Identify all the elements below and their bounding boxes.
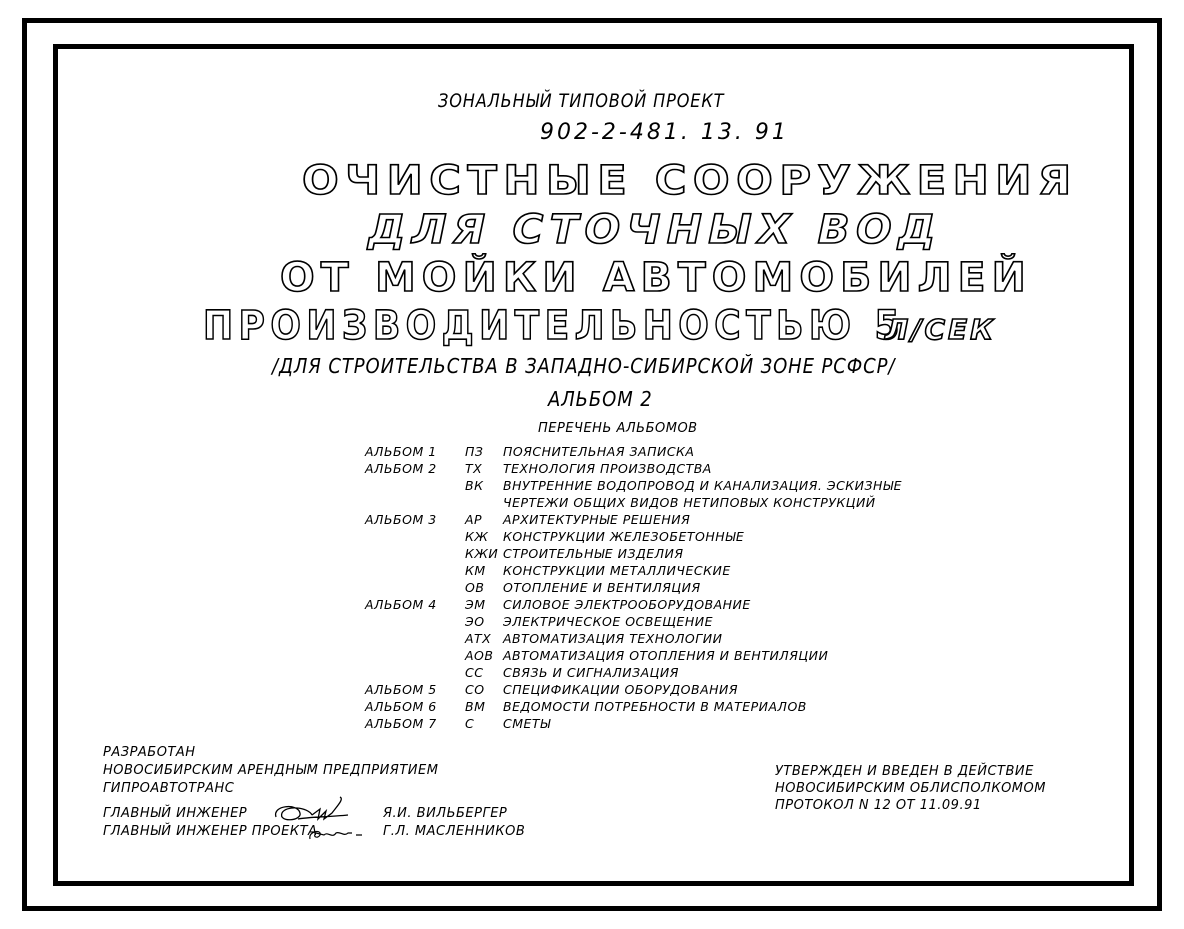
developer-line-3: ГИПРОАВТОТРАНС [103,781,235,796]
section-description: АВТОМАТИЗАЦИЯ ОТОПЛЕНИЯ И ВЕНТИЛЯЦИИ [503,648,829,663]
album-label: АЛЬБОМ 5 [365,682,437,697]
album-label: АЛЬБОМ 6 [365,699,437,714]
section-code: СС [465,665,484,680]
section-code: С [465,716,475,731]
section-code: ЭМ [465,597,486,612]
section-code: АОВ [465,648,494,663]
subtitle: /ДЛЯ СТРОИТЕЛЬСТВА В ЗАПАДНО-СИБИРСКОЙ ЗОНЕ РСФСР/ [272,354,896,378]
section-code: СО [465,682,485,697]
approval-line-2: НОВОСИБИРСКИМ ОБЛИСПОЛКОМОМ [775,781,1046,796]
title-line-1: ОЧИСТНЫЕ СООРУЖЕНИЯ [302,158,1078,204]
section-description: СМЕТЫ [503,716,551,731]
section-description: КОНСТРУКЦИИ ЖЕЛЕЗОБЕТОННЫЕ [503,529,745,544]
section-description: АВТОМАТИЗАЦИЯ ТЕХНОЛОГИИ [503,631,723,646]
title-line-3: ОТ МОЙКИ АВТОМОБИЛЕЙ [280,255,1032,301]
title-unit: Л/СЕК [885,313,997,346]
section-code: ВК [465,478,484,493]
section-code: ВМ [465,699,486,714]
section-description: ВНУТРЕННИЕ ВОДОПРОВОД И КАНАЛИЗАЦИЯ. ЭСКИЗНЫЕ [503,478,903,493]
section-description: ЭЛЕКТРИЧЕСКОЕ ОСВЕЩЕНИЕ [503,614,713,629]
section-description: АРХИТЕКТУРНЫЕ РЕШЕНИЯ [503,512,691,527]
section-code: ПЗ [465,444,484,459]
section-description: ЧЕРТЕЖИ ОБЩИХ ВИДОВ НЕТИПОВЫХ КОНСТРУКЦИЙ [503,495,876,510]
section-description: ОТОПЛЕНИЕ И ВЕНТИЛЯЦИЯ [503,580,701,595]
section-code: ТХ [465,461,483,476]
album-number: АЛЬБОМ 2 [548,387,653,411]
album-label: АЛЬБОМ 4 [365,597,437,612]
section-description: СТРОИТЕЛЬНЫЕ ИЗДЕЛИЯ [503,546,684,561]
chief-engineer-name: Я.И. ВИЛЬБЕРГЕР [383,806,508,821]
album-label: АЛЬБОМ 3 [365,512,437,527]
list-title: ПЕРЕЧЕНЬ АЛЬБОМОВ [538,421,698,436]
developer-line-1: РАЗРАБОТАН [103,745,196,760]
handwritten-signatures [268,795,378,843]
section-description: СПЕЦИФИКАЦИИ ОБОРУДОВАНИЯ [503,682,739,697]
section-description: ВЕДОМОСТИ ПОТРЕБНОСТИ В МАТЕРИАЛОВ [503,699,807,714]
section-code: КЖ [465,529,489,544]
approval-line-1: УТВЕРЖДЕН И ВВЕДЕН В ДЕЙСТВИЕ [775,764,1034,779]
project-engineer-name: Г.Л. МАСЛЕННИКОВ [383,824,526,839]
section-code: КЖИ [465,546,499,561]
section-code: АР [465,512,483,527]
section-description: СВЯЗЬ И СИГНАЛИЗАЦИЯ [503,665,679,680]
section-code: ЭО [465,614,485,629]
section-code: КМ [465,563,486,578]
section-code: АТХ [465,631,492,646]
project-engineer-role: ГЛАВНЫЙ ИНЖЕНЕР ПРОЕКТА [103,824,318,839]
album-label: АЛЬБОМ 1 [365,444,437,459]
section-code: ОВ [465,580,485,595]
section-description: СИЛОВОЕ ЭЛЕКТРООБОРУДОВАНИЕ [503,597,751,612]
section-description: ТЕХНОЛОГИЯ ПРОИЗВОДСТВА [503,461,712,476]
project-type: ЗОНАЛЬНЫЙ ТИПОВОЙ ПРОЕКТ [438,90,725,112]
album-label: АЛЬБОМ 2 [365,461,437,476]
title-line-4: ПРОИЗВОДИТЕЛЬНОСТЬЮ 5 [203,303,905,349]
project-code: 902-2-481. 13. 91 [540,120,789,145]
developer-line-2: НОВОСИБИРСКИМ АРЕНДНЫМ ПРЕДПРИЯТИЕМ [103,763,439,778]
album-label: АЛЬБОМ 7 [365,716,437,731]
section-description: ПОЯСНИТЕЛЬНАЯ ЗАПИСКА [503,444,695,459]
section-description: КОНСТРУКЦИИ МЕТАЛЛИЧЕСКИЕ [503,563,731,578]
approval-line-3: ПРОТОКОЛ N 12 ОТ 11.09.91 [775,798,982,813]
chief-engineer-role: ГЛАВНЫЙ ИНЖЕНЕР [103,806,248,821]
title-line-2: ДЛЯ СТОЧНЫХ ВОД [368,207,942,253]
